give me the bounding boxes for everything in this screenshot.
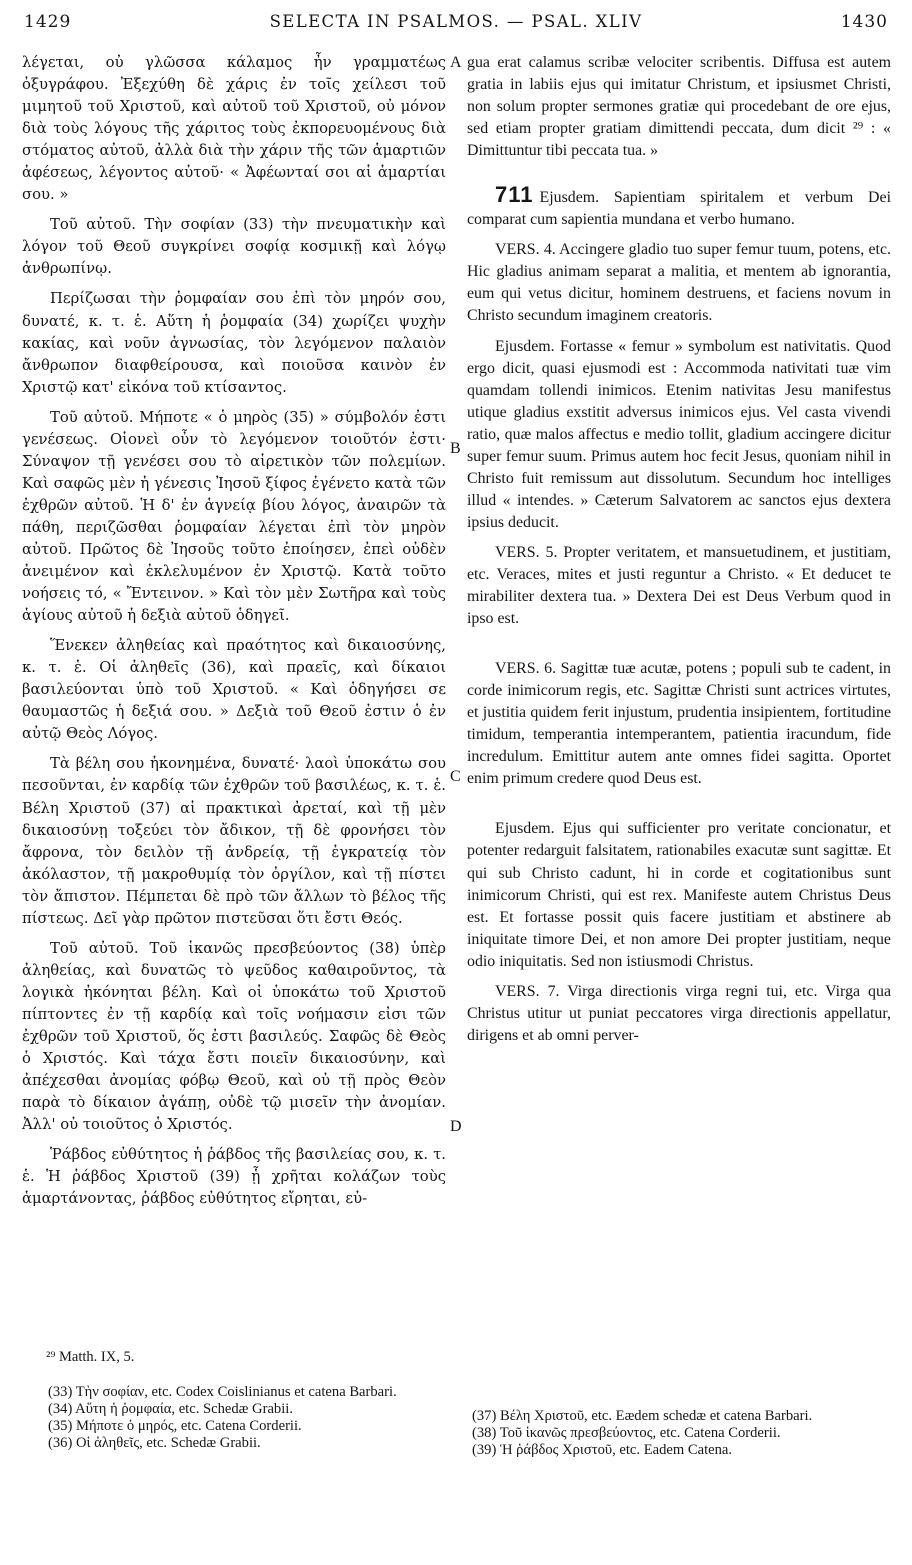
latin-paragraph: VERS. 4. Accingere gladio tuo super femur tuum, potens, etc. Hic gladius animam separat a malitia, et mentem ab ignorantia, eum qui vetus dicitur, hominem destruens, et faciens novum in Christo secundum imaginem creatoris. xyxy=(467,241,891,325)
greek-paragraph: Ῥάβδος εὐθύτητος ἡ ῥάβδος τῆς βασιλείας σου, κ. τ. ἑ. Ἡ ῥάβδος Χριστοῦ (39) ᾗ χρῆται κολάζων τοὺς ἁμαρτάνοντας, ῥάβδος εὐθύτητος εἴρηται, εὐ- xyxy=(22,1146,446,1208)
running-title: SELECTA IN PSALMOS. — PSAL. XLIV xyxy=(269,12,643,31)
footnotes-right xyxy=(472,1408,892,1459)
latin-paragraph: VERS. 5. Propter veritatem, et mansuetudinem, et justitiam, etc. Veraces, mites et justi reguntur a Christo. « Et deducet te mirabiliter dextera tua. » Dextera Dei est Deus Verbum quod in ipso est. xyxy=(467,543,891,628)
footnote: (39) Ἡ ῥάβδος Χριστοῦ, etc. Eadem Catena. xyxy=(472,1442,733,1458)
latin-column xyxy=(467,52,891,1055)
margin-label-c: C xyxy=(450,768,461,785)
margin-label-b: B xyxy=(450,440,461,457)
latin-paragraph: Ejusdem. Fortasse « femur » symbolum est nativitatis. Quod ergo dicit, quasi ejusmodi est : Accommoda nativitati tuæ vim quamdam tollendi inimicos. Etenim nativitas Jesu manifestus utique gladius exstitit adversus inimicos ejus. Vel casta vivendi ratio, quæ malos affectus e medio tollit, gladium accingere dicitur super femur suum. Primus autem hoc fecit Jesus, quoniam nihil in Christo fuit remissum aut dissolutum. Secundum hoc intelliges illud « intendes. » Cæterum Salvatorem ac sanctos ejus dextera ipsius deducit. xyxy=(467,337,891,531)
latin-paragraph: VERS. 7. Virga directionis virga regni tui, etc. Virga qua Christus utitur ut puniat peccatores virga directionis appellatur, dirigens et ab omni perver- xyxy=(467,982,891,1044)
greek-paragraph: Τοῦ αὐτοῦ. Τοῦ ἱκανῶς πρεσβεύοντος (38) ὑπὲρ ἀληθείας, καὶ δυνατῶς τὸ ψεῦδος καθαιροῦντος, τὰ λογικὰ ἠκόνηται βέλη. Καὶ οἱ ὑποκάτω τοῦ Χριστοῦ πίπτοντες ἐν τῇ καρδίᾳ καὶ τοῖς νοήμασιν εἰσι τῶν ἐχθρῶν τοῦ Χριστοῦ, ὅς ἐστι βασιλεύς. Σαφῶς δὲ Θεὸς ὁ Χριστός. Καὶ τάχα ἔστι ποιεῖν δικαιοσύνην, καὶ ἀπέχεσθαι ἀνομίας φόβῳ Θεοῦ, καὶ οὐ τῇ πρὸς Θεὸν παρὰ τὸ δίκαιον ἀγάπῃ, οὐδὲ τῷ μισεῖν τὴν ἀνομίαν. Ἀλλ' οὐ τοιοῦτος ὁ Χριστός. xyxy=(22,939,446,1134)
column-number: 711 xyxy=(495,182,534,208)
left-page-number: 1429 xyxy=(24,12,72,32)
greek-paragraph: Περίζωσαι τὴν ῥομφαίαν σου ἐπὶ τὸν μηρόν σου, δυνατέ, κ. τ. ἑ. Αὕτη ἡ ῥομφαία (34) χωρίζει ψυχὴν κακίας, καὶ νοῦν ἀγνωσίας, τὸν λεγόμενον παλαιὸν ἄνθρωπον διαφθείρουσα, καὶ ποιοῦσα καινὸν ἐν Χριστῷ κατ' εἰκόνα τοῦ κτίσαντος. xyxy=(22,290,446,396)
greek-paragraph: Τὰ βέλη σου ἠκονημένα, δυνατέ· λαοὶ ὑποκάτω σου πεσοῦνται, ἐν καρδίᾳ τῶν ἐχθρῶν τοῦ βασιλέως, κ. τ. ἑ. Βέλη Χριστοῦ (37) αἱ πρακτικαὶ ἀρεταί, καὶ τῇ μὲν δικαιοσύνῃ τοξεύει τὸν ἄδικον, τῇ δὲ φρονήσει τὸν ἄφρονα, τὸν δειλὸν τῇ ἀνδρείᾳ, τῇ ἐγκρατείᾳ τὸν ἀκόλαστον, τῇ μακροθυμίᾳ τὸν ὀργίλον, καὶ τῇ πίστει τὸν ἄπιστον. Πέμπεται δὲ πρὸ τῶν ἄλλων τὸ βέλος τῆς πίστεως. Δεῖ γὰρ πρῶτον πιστεῦσαι ὅτι ἔστι Θεός. xyxy=(22,755,446,927)
greek-paragraph: λέγεται, οὐ γλῶσσα κάλαμος ἦν γραμματέως ὀξυγράφου. Ἐξεχύθη δὲ χάρις ἐν τοῖς χείλεσι τοῦ μιμητοῦ τοῦ Χριστοῦ, καὶ αὐτοῦ τοῦ Χριστοῦ, οὐ μόνον διὰ τοὺς λόγους τῆς χάριτος τοὺς ἐκπορευομένους διὰ στόματος αὐτοῦ, ἀλλὰ διὰ τὴν χάριν τῆς τῶν ἁμαρτιῶν ἀφέσεως, λέγοντος αὐτοῦ· « Ἀφέωνταί σοι αἱ ἁμαρτίαι σου. » xyxy=(22,54,446,204)
greek-paragraph: Τοῦ αὐτοῦ. Τὴν σοφίαν (33) τὴν πνευματικὴν καὶ λόγον τοῦ Θεοῦ συγκρίνει σοφίᾳ κοσμικῇ καὶ λόγῳ ἀνθρωπίνῳ. xyxy=(22,216,446,278)
footnote: (37) Βέλη Χριστοῦ, etc. Eædem schedæ et catena Barbari. xyxy=(472,1408,813,1424)
footnote: (33) Τὴν σοφίαν, etc. Codex Coislinianus et catena Barbari. xyxy=(48,1384,397,1400)
footnote: (38) Τοῦ ἱκανῶς πρεσβεύοντος, etc. Catena Corderii. xyxy=(472,1425,781,1441)
margin-label-d: D xyxy=(450,1118,462,1135)
scripture-footnote: ²⁹ Matth. IX, 5. xyxy=(46,1349,135,1365)
right-page-number: 1430 xyxy=(840,12,888,32)
latin-paragraph: Ejusdem. Ejus qui sufficienter pro veritate concionatur, et potenter redarguit falsitatem, rationabiles exacutæ sunt sagittæ. Et qui sub Christo cadunt, hi in corde et cogitationibus sunt inimicorum Christi, qui est rex. Manifeste autem Christus Deus est. Et fortasse possit quis facere justitiam et abstinere ab iniquitate timore Dei, et non amore Dei propter justitiam, neque odio iniquitatis. Sed non istiusmodi Christus. xyxy=(467,820,891,970)
footnotes-left xyxy=(48,1384,448,1452)
latin-paragraph-with-column-number xyxy=(467,184,891,231)
footnote: (34) Αὕτη ἡ ῥομφαία, etc. Schedæ Grabii. xyxy=(48,1401,293,1417)
greek-paragraph: Τοῦ αὐτοῦ. Μήποτε « ὁ μηρὸς (35) » σύμβολόν ἐστι γενέσεως. Οἱονεὶ οὖν τὸ λεγόμενον τοιοῦτόν ἐστι· Σύναψον τῇ γενέσει σου τὸ αἱρετικὸν τῶν πολεμίων. Καὶ σαφῶς μὲν ἡ γένεσις Ἰησοῦ ξίφος ἐγένετο κατὰ τῶν ἐχθρῶν αὐτοῦ. Ἡ δ' ἐν ἁγνείᾳ βίου λόγος, ἀναιρῶν τὰ πάθη, περιζῶσθαι ῥομφαίαν λέγεται ἐπὶ τὸν μηρὸν αὐτοῦ. Πρῶτος δὲ Ἰησοῦς τοῦτο ἐποίησεν, ἐπεὶ οὐδὲν ἀνειμένον καὶ ἐκλελυμένον ἐν Χριστῷ. Κατὰ τοῦτο νοήσεις τό, « Ἔντεινον. » Καὶ τὸν μὲν Σωτῆρα καὶ τοὺς ἁγίους αὐτοῦ ἡ δεξιὰ αὐτοῦ ὁδηγεῖ. xyxy=(22,408,446,625)
margin-label-a: A xyxy=(450,54,462,71)
latin-paragraph: gua erat calamus scribæ velociter scribentis. Diffusa est autem gratia in labiis ejus qui imitatur Christum, et ipsiusmet Christi, non solum propter sermones gratiæ qui procedebant de ore ejus, sed etiam propter gratiam dimittendi peccata, dum dicit ²⁹ : « Dimittuntur tibi peccata tua. » xyxy=(467,54,891,160)
footnote: (36) Οἱ ἀληθεῖς, etc. Schedæ Grabii. xyxy=(48,1435,261,1451)
greek-column xyxy=(22,52,446,1218)
greek-paragraph: Ἕνεκεν ἀληθείας καὶ πραότητος καὶ δικαιοσύνης, κ. τ. ἑ. Οἱ ἀληθεῖς (36), καὶ πραεῖς, καὶ δίκαιοι βασιλεύονται ὑπὸ τοῦ Χριστοῦ. « Καὶ ὁδηγήσει σε θαυμαστῶς ἡ δεξιά σου. » Δεξιὰ τοῦ Θεοῦ ἐστιν ὁ ἐν αὐτῷ Θεὸς Λόγος. xyxy=(22,637,446,743)
latin-paragraph: VERS. 6. Sagittæ tuæ acutæ, potens ; populi sub te cadent, in corde inimicorum regis, etc. Sagittæ Christi sunt actrices virtutes, et justitia quidem ferit injustum, prudentia insipientem, fortitudine timidum, temperantia intemperantem, patientia iracundum, fide incredulum. Emittitur autem ante omnes fidei sagitta. Oportet enim primum credere quod Deus est. xyxy=(467,660,891,788)
footnote: (35) Μήποτε ὁ μηρός, etc. Catena Corderii. xyxy=(48,1418,302,1434)
latin-paragraph-text: Ejusdem. Sapientiam spiritalem et verbum Dei comparat cum sapientia mundana et verbo humano. xyxy=(467,189,891,229)
page-header xyxy=(0,12,912,42)
